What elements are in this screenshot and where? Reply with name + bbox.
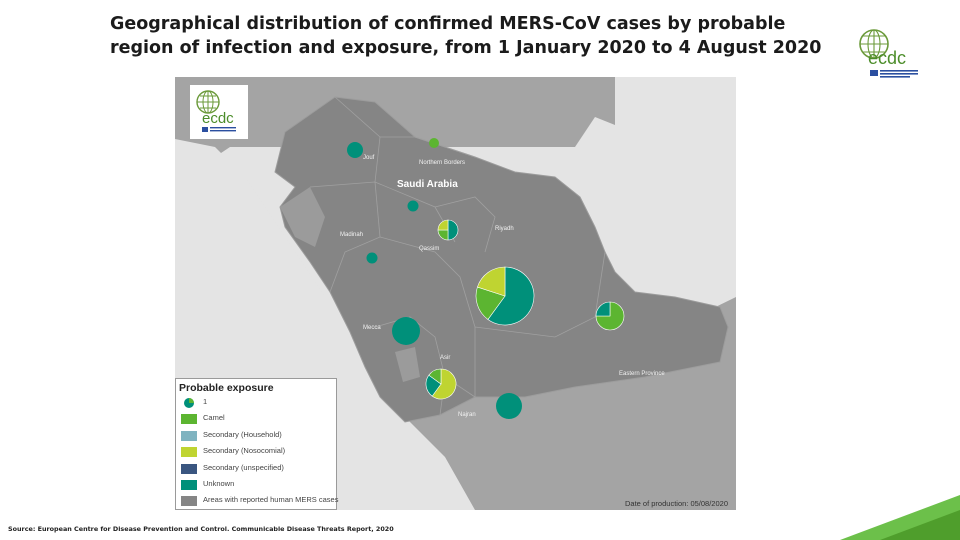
legend-label: Camel	[203, 413, 225, 423]
pie-slice	[408, 201, 419, 212]
title-line-2: region of infection and exposure, from 1 January 2020 to 4 August 2020	[110, 38, 822, 58]
pie-slice	[392, 317, 420, 345]
legend-item	[176, 445, 336, 461]
pie-marker-qassim	[438, 220, 458, 240]
map-ecdc-logo	[190, 85, 248, 139]
legend-swatch	[181, 496, 197, 506]
region-label-riyadh: Riyadh	[495, 226, 514, 232]
legend-label: Secondary (unspecified)	[203, 462, 284, 472]
legend-label: 1	[203, 397, 208, 406]
region-label-madinah: Madinah	[340, 232, 364, 238]
pie-slice	[367, 253, 378, 264]
legend-label: Areas with reported human MERS cases	[203, 495, 339, 505]
map-legend	[175, 378, 337, 510]
country-label: Saudi Arabia	[397, 179, 458, 190]
region-label-asir: Asir	[440, 355, 451, 361]
legend-swatch	[181, 464, 197, 474]
legend-item	[176, 478, 336, 494]
legend-swatch	[181, 431, 197, 441]
source-note: Source: European Centre for Disease Prevention and Control. Communicable Disease Threats Report, 2020	[8, 525, 394, 533]
legend-label: Secondary (Nosocomial)	[203, 446, 286, 456]
pie-marker-northern-borders	[429, 138, 439, 148]
legend-item	[176, 494, 339, 510]
pie-marker-asir	[426, 369, 456, 399]
pie-marker-eastern-province	[596, 302, 624, 330]
legend-label: Secondary (Household)	[203, 429, 282, 439]
logo-text: ecdc	[868, 48, 907, 68]
pie-slice	[429, 138, 439, 148]
region-label-qassim: Qassim	[419, 246, 440, 252]
date-of-production: Date of production: 05/08/2020	[625, 499, 728, 508]
legend-item	[176, 412, 336, 428]
region-label-northern-borders: Northern Borders	[419, 160, 466, 166]
region-label-jouf: Jouf	[363, 155, 375, 161]
pie-marker-riyadh	[476, 267, 534, 325]
legend-pie-icon	[181, 398, 197, 408]
legend-swatch	[181, 480, 197, 490]
legend-item	[176, 429, 336, 445]
region-label-mecca: Mecca	[363, 325, 381, 331]
map-logo-text: ecdc	[202, 110, 234, 127]
pie-marker-najran	[496, 393, 522, 419]
pie-marker-madinah	[367, 253, 378, 264]
pie-marker-mecca	[392, 317, 420, 345]
legend-label: Unknown	[203, 478, 235, 488]
pie-marker-jouf	[347, 142, 363, 158]
green-corner-decoration	[840, 495, 960, 540]
eu-flag-icon	[202, 127, 208, 132]
legend-item	[176, 396, 336, 412]
legend-item	[176, 462, 336, 478]
ecdc-logo	[854, 24, 924, 84]
eu-flag-icon	[870, 70, 878, 76]
title-line-1: Geographical distribution of confirmed MERS-CoV cases by probable	[110, 14, 786, 34]
map-panel	[175, 77, 736, 510]
pie-slice	[496, 393, 522, 419]
pie-marker-hail	[408, 201, 419, 212]
region-label-najran: Najran	[458, 412, 476, 418]
legend-title: Probable exposure	[179, 382, 274, 394]
region-label-eastern-province: Eastern Province	[619, 371, 665, 377]
slide-title	[110, 12, 830, 60]
legend-swatch	[181, 414, 197, 424]
legend-swatch	[181, 447, 197, 457]
pie-slice	[347, 142, 363, 158]
